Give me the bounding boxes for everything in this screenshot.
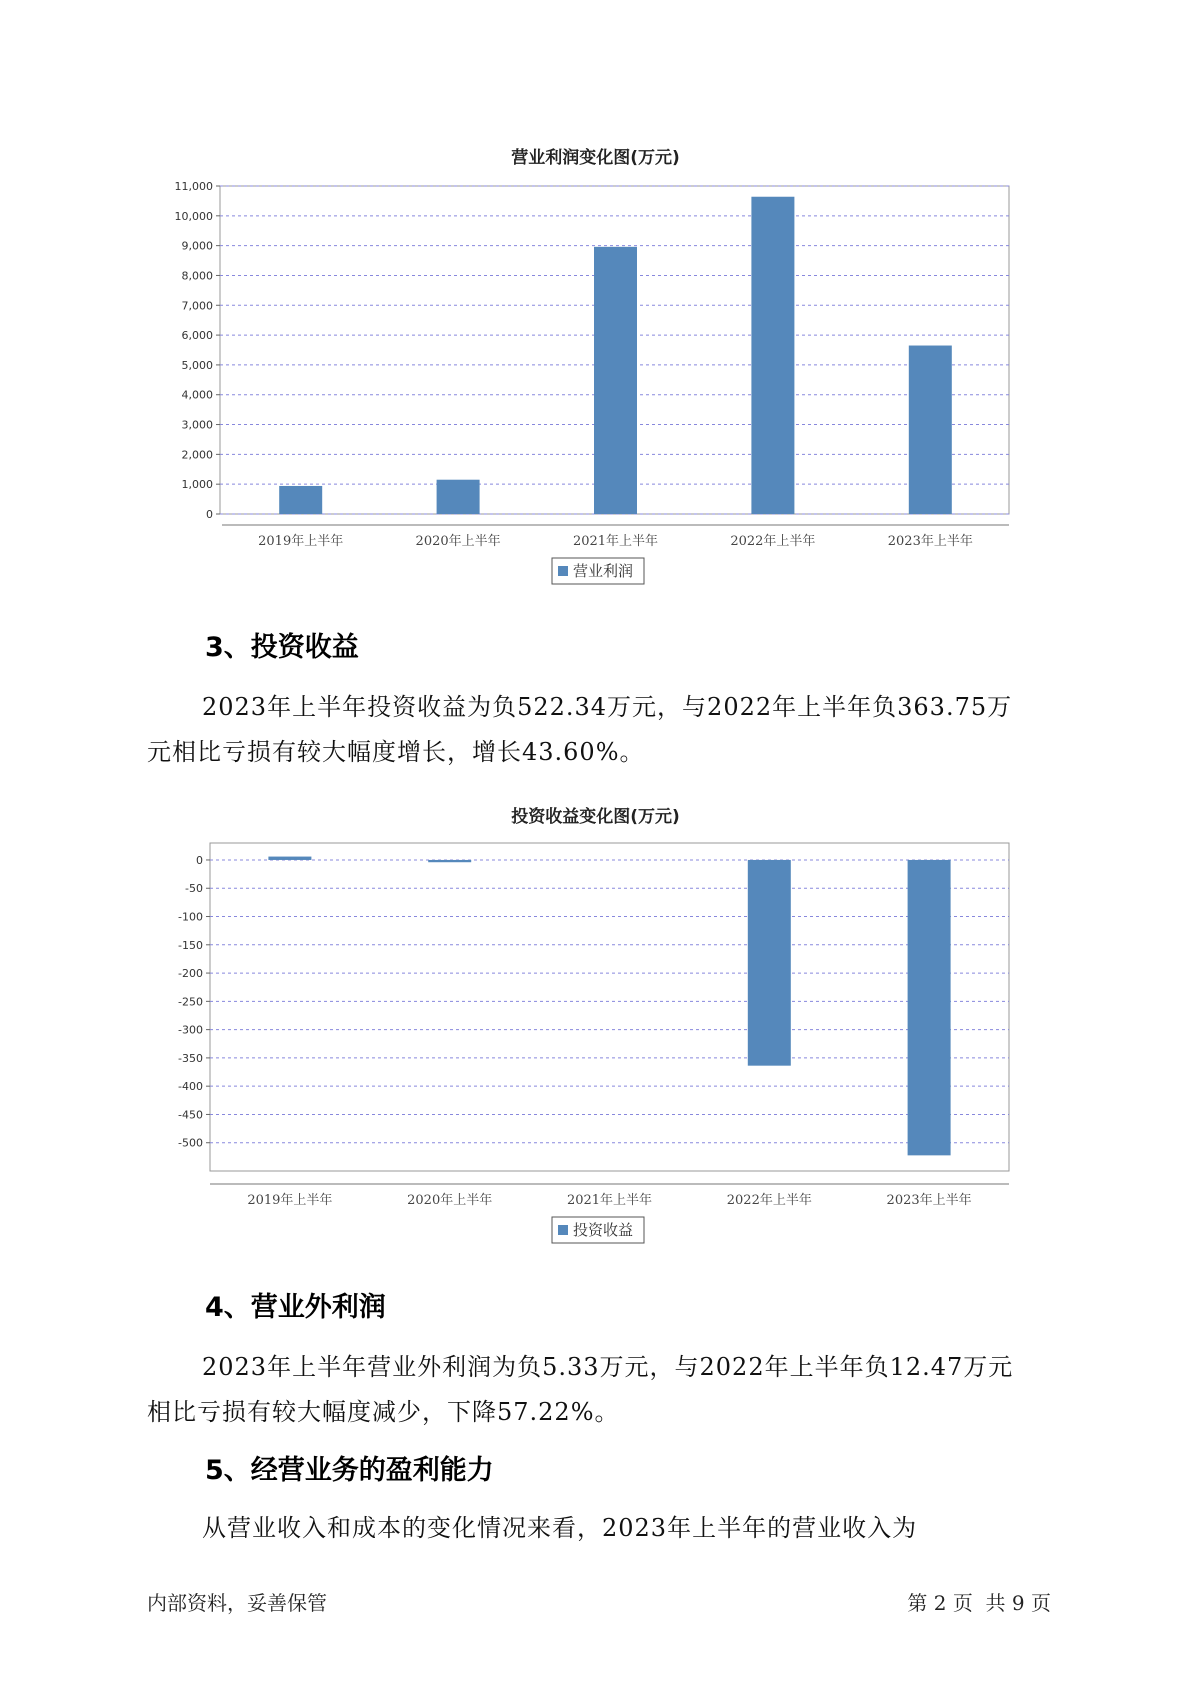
x-tick-label: 2021年上半年 [572,534,659,549]
footer-confidential: 内部资料，妥善保管 [147,1591,327,1615]
y-tick-label: -200 [178,967,203,981]
y-tick-label: 3,000 [181,418,213,432]
legend [552,558,644,584]
x-tick-label: 2020年上半年 [407,1193,493,1208]
x-tick-label: 2022年上半年 [726,1193,812,1208]
heading-investment-income: 3、投资收益 [205,632,359,663]
y-tick-label: -450 [178,1108,203,1122]
y-tick-label: 4,000 [181,388,213,402]
y-tick-label: 8,000 [181,269,213,283]
x-tick-label: 2020年上半年 [415,534,501,549]
investment-income-chart [0,830,1191,1250]
bar [268,857,311,860]
legend-swatch [558,566,568,576]
x-tick-label: 2022年上半年 [730,534,816,549]
y-tick-label: -400 [178,1080,203,1094]
y-tick-label: 6,000 [181,329,213,343]
x-tick-label: 2023年上半年 [887,534,973,549]
bar [594,247,637,514]
chart-title-operating-profit: 营业利润变化图(万元) [511,148,680,168]
x-tick-label: 2021年上半年 [566,1193,653,1208]
y-tick-label: -350 [178,1051,203,1065]
bar [428,860,471,862]
y-tick-label: 1,000 [181,478,213,492]
y-tick-label: 2,000 [181,448,213,462]
y-tick-label: 7,000 [181,299,213,313]
bar [437,480,480,514]
x-tick-label: 2019年上半年 [258,534,344,549]
legend-swatch [558,1225,568,1235]
y-tick-label: 0 [196,853,203,867]
paragraph-line: 2023年上半年投资收益为负522.34万元，与2022年上半年负363.75万 [202,693,1013,721]
y-tick-label: 9,000 [181,239,213,253]
paragraph-line: 2023年上半年营业外利润为负5.33万元，与2022年上半年负12.47万元 [202,1353,1014,1381]
y-tick-label: -500 [178,1136,203,1150]
y-tick-label: 0 [206,508,213,521]
legend [552,1217,644,1243]
bar [748,860,791,1066]
legend-label: 投资收益 [573,1221,634,1239]
x-tick-label: 2023年上半年 [886,1193,972,1208]
legend-label: 营业利润 [573,562,634,580]
heading-profitability: 5、经营业务的盈利能力 [205,1455,494,1486]
y-tick-label: -50 [185,882,203,896]
x-tick-label: 2019年上半年 [247,1193,333,1208]
y-tick-label: 11,000 [174,180,213,193]
footer-page-number: 第 2 页 共 9 页 [907,1591,1051,1615]
y-tick-label: 10,000 [174,209,213,223]
bar [909,346,952,514]
paragraph-profitability [147,1506,1067,1551]
bar [908,860,951,1155]
y-tick-label: 5,000 [181,358,213,372]
paragraph-line: 元相比亏损有较大幅度增长，增长43.60%。 [147,738,645,766]
heading-non-operating-profit: 4、营业外利润 [205,1292,386,1323]
paragraph-non-operating-profit [147,1345,1067,1435]
y-tick-label: -150 [178,938,203,952]
bar [279,486,322,514]
y-tick-label: -100 [178,910,203,924]
plot-area [210,843,1009,1171]
y-tick-label: -300 [178,1023,203,1037]
paragraph-investment-income [147,685,1067,775]
operating-profit-chart [0,170,1191,590]
paragraph-line: 相比亏损有较大幅度减少，下降57.22%。 [147,1398,620,1426]
chart-title-investment-income: 投资收益变化图(万元) [511,807,680,827]
bar [751,197,794,514]
paragraph-line: 从营业收入和成本的变化情况来看，2023年上半年的营业收入为 [202,1514,918,1542]
y-tick-label: -250 [178,995,203,1009]
